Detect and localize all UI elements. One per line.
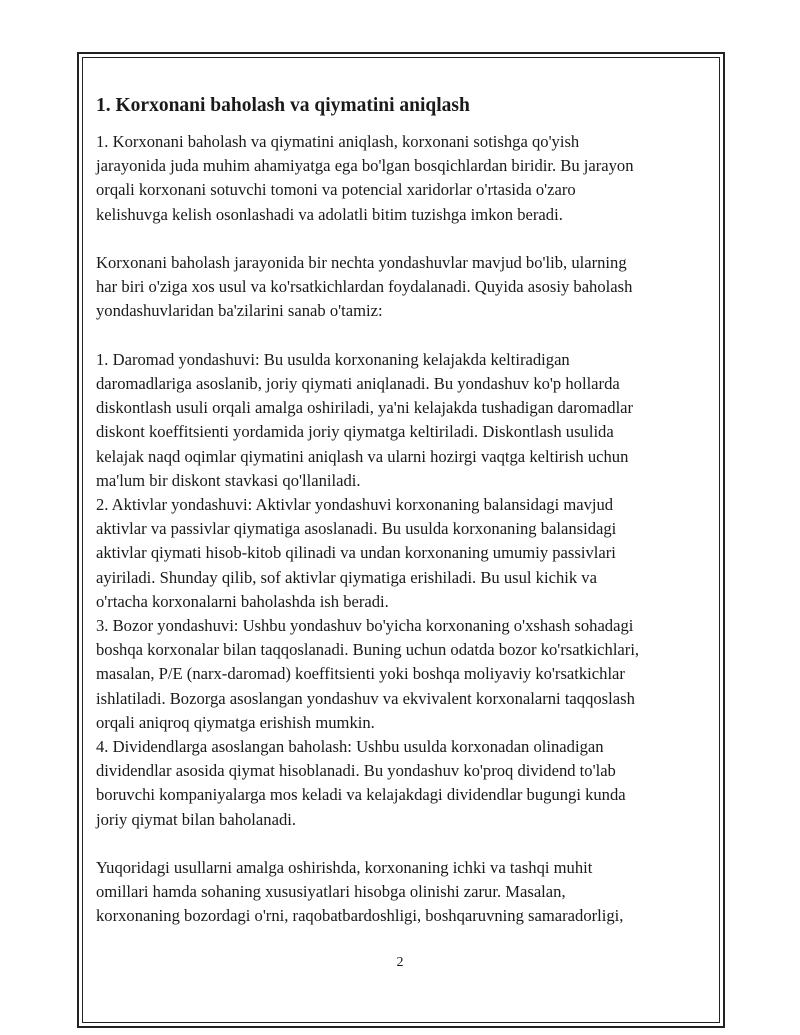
paragraph-intro: 1. Korxonani baholash va qiymatini aniqlash, korxonani sotishga qo'yish jarayonida juda muhim ahamiyatga ega bo'lgan bosqichlardan biridir. Bu jarayon orqali korxonani sotuvchi tomoni va potencial xaridorlar o'rtasida o'zaro kelishuvga kelish osonlashadi va adolatli bitim tuzishga imkon beradi.	[96, 132, 634, 224]
paragraph-asset-approach: 2. Aktivlar yondashuvi: Aktivlar yondashuvi korxonaning balansidagi mavjud aktivlar va passivlar qiymatiga asoslanadi. Bu usulda korxonaning balansidagi aktivlar qiymati hisob-kitob qilinadi va undan korxonaning umumiy passivlari ayiriladi. Shunday qilib, sof aktivlar qiymatiga erishiladi. Bu usul kichik va o'rtacha korxonalarni baholashda ish beradi.	[96, 495, 617, 611]
paragraph-approaches: Korxonani baholash jarayonida bir nechta yondashuvlar mavjud bo'lib, ularning har biri o'ziga xos usul va ko'rsatkichlardan foydalanadi. Quyida asosiy baholash yondashuvlaridan ba'zilarini sanab o'tamiz:	[96, 253, 633, 321]
paragraph-factors: Yuqoridagi usullarni amalga oshirishda, korxonaning ichki va tashqi muhit omillari hamda sohaning xususiyatlari hisobga olinishi zarur. Masalan, korxonaning bozordagi o'rni, raqobatbardoshligi, boshqaruvning samaradorligi,	[96, 858, 624, 926]
paragraph-market-approach: 3. Bozor yondashuvi: Ushbu yondashuv bo'yicha korxonaning o'xshash sohadagi boshqa korxonalar bilan taqqoslanadi. Buning uchun odatda bozor ko'rsatkichlari, masalan, P/E (narx-daromad) koeffitsienti yoki boshqa moliyaviy ko'rsatkichlar ishlatiladi. Bozorga asoslangan yondashuv va ekvivalent korxonalarni taqqoslash orqali aniqroq qiymatga erishish mumkin.	[96, 616, 640, 732]
page-number: 2	[396, 955, 404, 970]
section-heading: 1. Korxonani baholash va qiymatini aniqlash	[96, 95, 470, 116]
paragraph-dividend-approach: 4. Dividendlarga asoslangan baholash: Ushbu usulda korxonadan olinadigan dividendlar asosida qiymat hisoblanadi. Bu yondashuv ko'proq dividend to'lab boruvchi kompaniyalarga mos keladi va kelajakdagi dividendlar bugungi kunda joriy qiymat bilan baholanadi.	[96, 737, 626, 829]
document-body	[96, 92, 696, 929]
paragraph-income-approach: 1. Daromad yondashuvi: Bu usulda korxonaning kelajakda keltiradigan daromadlariga asoslanib, joriy qiymati aniqlanadi. Bu yondashuv ko'p hollarda diskontlash usuli orqali amalga oshiriladi, ya'ni kelajakda tushadigan daromadlar diskont koeffitsienti yordamida joriy qiymatga keltiriladi. Diskontlash usulida kelajak naqd oqimlar qiymatini aniqlash va ularni hozirgi vaqtga keltirish uchun ma'lum bir diskont stavkasi qo'llaniladi.	[96, 349, 634, 490]
